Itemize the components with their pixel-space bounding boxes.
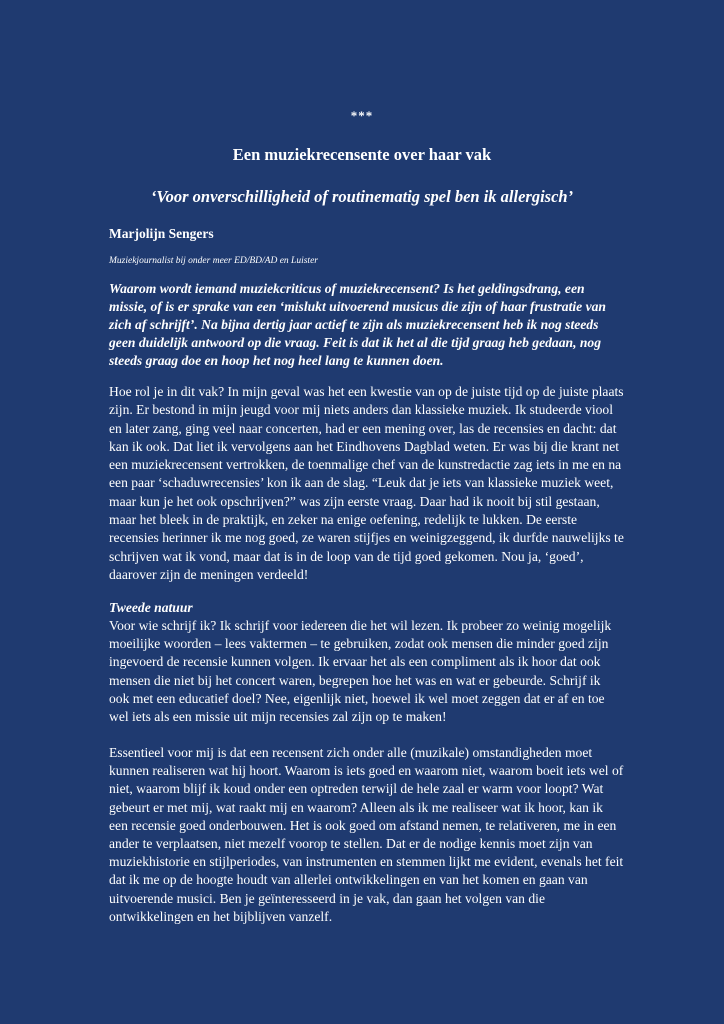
lead-paragraph: Waarom wordt iemand muziekcriticus of muziekrecensent? Is het geldingsdrang, een missie, of is er sprake van een ‘mislukt uitvoerend musicus die zijn of haar frustratie van zich af schrijft’. Na bijna dertig jaar actief te zijn als muziekrecensent heb ik nog steeds geen duidelijk antwoord op die vraag. Feit is dat ik het al die tijd graag heb gedaan, nog steeds graag doe en hoop het nog heel lang te kunnen doen. xyxy=(109,281,606,369)
author-name: Marjolijn Sengers xyxy=(109,226,214,241)
section-heading: Tweede natuur xyxy=(109,600,193,615)
section-separator: *** xyxy=(350,108,374,123)
article-title: Een muziekrecensente over haar vak xyxy=(232,145,492,164)
article-subtitle: ‘Voor onverschilligheid of routinematig spel ben ik allergisch’ xyxy=(150,187,574,206)
body-paragraph-2: Voor wie schrijf ik? Ik schrijf voor iedereen die het wil lezen. Ik probeer zo weinig mogelijk moeilijke woorden – lees vaktermen – te gebruiken, zodat ook mensen die minder goed zijn ingevoerd de recensie kunnen volgen. Ik ervaar het als een compliment als ik hoor dat ook mensen die niet bij het concert waren, begrepen hoe het was en wat er gebeurde. Schrijf ik ook met een educatief doel? Nee, eigenlijk niet, hoewel ik wel moet zeggen dat er af en toe wel iets als een missie uit mijn recensies zal zijn op te maken! xyxy=(109,618,612,725)
author-affiliation: Muziekjournalist bij onder meer ED/BD/AD en Luister xyxy=(109,256,318,266)
body-paragraph-3: Essentieel voor mij is dat een recensent zich onder alle (muzikale) omstandigheden moet kunnen realiseren wat hij hoort. Waarom is iets goed en waarom niet, waarom boeit iets wel of niet, waarom blijf ik koud onder een optreden terwijl de hele zaal er warm voor loopt? Wat gebeurt er met mij, wat raakt mij en waarom? Alleen als ik me realiseer wat ik hoor, kan ik een recensie goed onderbouwen. Het is ook goed om afstand nemen, te relativeren, me in een ander te verplaatsen, niet mezelf voorop te stellen. Dat er de nodige kennis moet zijn van muziekhistorie en stijlperiodes, van instrumenten en stemmen lijkt me evident, evenals het feit dat ik me op de hoogte houdt van allerlei ontwikkelingen en van het komen en gaan van uitvoerende musici. Ben je geïnteresseerd in je vak, dan gaan het volgen van die ontwikkelingen en het bijblijven vanzelf. xyxy=(109,745,624,924)
body-paragraph-1: Hoe rol je in dit vak? In mijn geval was het een kwestie van op de juiste tijd op de juiste plaats zijn. Er bestond in mijn jeugd voor mij niets anders dan klassieke muziek. Ik studeerde viool en later zang, ging veel naar concerten, had er een mening over, las de recensies en dacht: dat kan ik ook. Dat liet ik vervolgens aan het Eindhovens Dagblad weten. Er was bij die krant net een muziekrecensent vertrokken, de toenmalige chef van de kunstredactie zag iets in me en na een paar ‘schaduwrecensies’ kon ik aan de slag. “Leuk dat je iets van klassieke muziek weet, maar kun je het ook opschrijven?” was zijn eerste vraag. Daar had ik nooit bij stil gestaan, maar het bleek in de praktijk, en zeker na enige oefening, redelijk te lukken. De eerste recensies herinner ik me nog goed, ze waren stijfjes en weinigzeggend, ik durfde nauwelijks te schrijven wat ik vond, maar dat is in de loop van de tijd goed gekomen. Nou ja, ‘goed’, daarover zijn de meningen verdeeld! xyxy=(109,384,624,582)
